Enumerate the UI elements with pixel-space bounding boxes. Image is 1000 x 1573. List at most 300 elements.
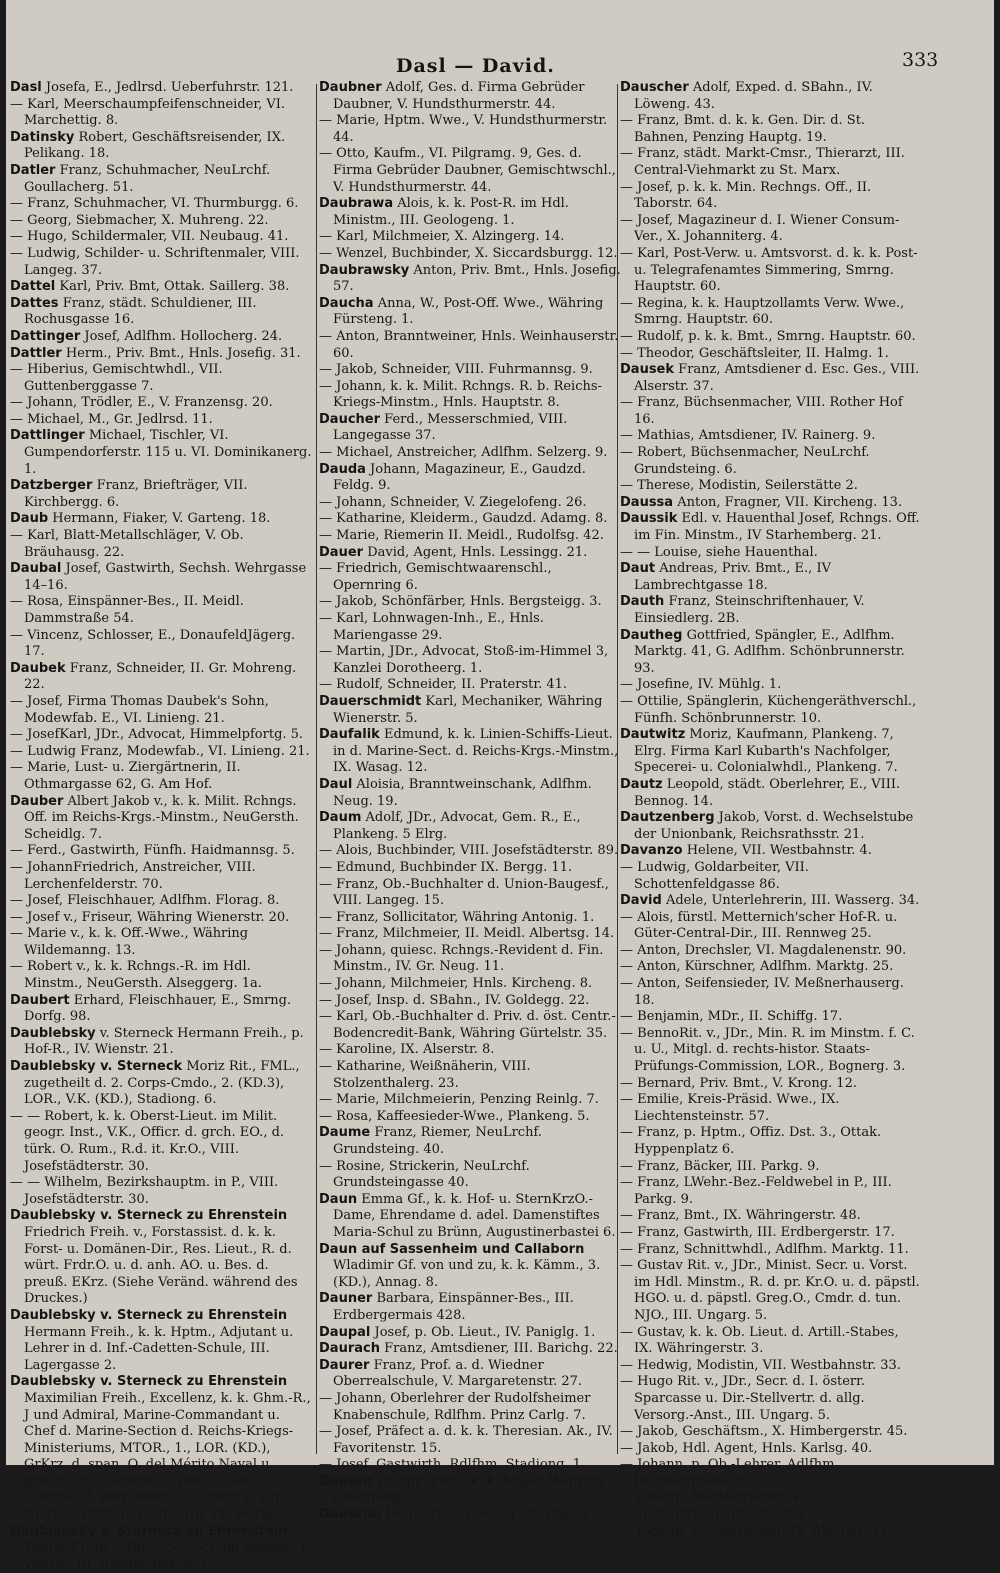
directory-entry [10, 760, 312, 793]
directory-entry [10, 362, 312, 395]
directory-entry [319, 245, 621, 263]
entry-surname: Daubrawsky [319, 262, 410, 278]
ditto-dash: — [10, 1175, 28, 1191]
directory-entry [319, 262, 621, 296]
entry-text: Michael, M., Gr. Jedlrsd. 11. [27, 411, 213, 427]
entry-text: Franz, Amtsdiener d. Esc. Ges., VIII. Alserstr. 37. [634, 362, 920, 394]
ditto-dash: — [319, 1092, 337, 1108]
ditto-dash: — [620, 1241, 638, 1257]
entry-text: Marie, Hptm. Wwe., V. Hundsthurmerstr. 44. [333, 113, 608, 145]
directory-entry [620, 362, 920, 395]
entry-surname: Daut [620, 561, 656, 577]
entry-text: Johann, quiesc. Rchngs.-Revident d. Fin. Minstm., IV. Gr. Neug. 11. [333, 942, 604, 975]
ditto-dash: — [620, 345, 638, 361]
directory-page [6, 0, 994, 1572]
directory-entry [620, 1208, 920, 1225]
page-title: Dasl — David. [396, 55, 555, 77]
ditto-dash: — [319, 511, 337, 527]
entry-text: Adolf, JDr., Advocat, Gem. R., E., Plankeng. 5 Elrg. [333, 810, 581, 842]
directory-entry [620, 179, 920, 213]
ditto-dash: — [620, 1258, 638, 1274]
ditto-dash: — [620, 445, 638, 461]
ditto-dash: — [10, 843, 28, 859]
entry-text: Karl, Priv. Bmt, Ottak. Saillerg. 38. [59, 279, 290, 295]
entry-text: Ludwig Franz, Modewfab., VI. Linieng. 21. [27, 743, 310, 759]
directory-entry [319, 611, 621, 644]
entry-text: Therese, Modistin, Seilerstätte 2. [637, 478, 858, 494]
directory-entry [10, 793, 312, 844]
directory-entry [10, 345, 312, 363]
directory-entry [319, 1424, 621, 1457]
entry-text: Johann, Zuckerbäcker, IX. Alserstr. 14. [637, 1523, 893, 1539]
ditto-dash: — [319, 561, 337, 577]
directory-entry [10, 727, 312, 744]
entry-text: Karl, Post-Verw. u. Amtsvorst. d. k. k. Post- u. Telegrafenamtes Simmering, Smrng. Hauptstr. 60. [634, 245, 918, 295]
ditto-dash: — [319, 328, 337, 344]
entry-text: Alois, k. k. Post-R. im Hdl. Ministm., III. Geologeng. 1. [333, 196, 569, 228]
entry-text: Karl, Milchmeier, X. Alzingerg. 14. [336, 229, 565, 245]
directory-entry [319, 992, 621, 1010]
entry-text: Franz, Schneider, II. Gr. Mohreng. 22. [24, 660, 297, 693]
directory-entry [10, 959, 312, 992]
entry-text: Johann, Magazineur, E., Gaudzd. Feldg. 9. [333, 461, 586, 494]
ditto-dash: — [620, 179, 638, 195]
ditto-dash: — [620, 1208, 638, 1224]
entry-surname: Daublebsky v. Sterneck zu Ehrenstein [10, 1523, 288, 1539]
column-divider [316, 84, 317, 1454]
entry-text: Josef, Gastwirth, Rdlfhm. Stadiong. 1. [336, 1457, 586, 1473]
entry-text: Franz, Schnittwhdl., Adlfhm. Marktg. 11. [637, 1241, 909, 1257]
ditto-dash: — [10, 212, 28, 228]
ditto-dash: — [10, 196, 28, 212]
ditto-dash: — [319, 113, 337, 129]
entry-surname: Daurer [319, 1357, 370, 1373]
directory-entry [620, 594, 920, 627]
entry-surname: Dautz [620, 776, 663, 792]
entry-surname: Daublebsky v. Sterneck zu Ehrenstein [10, 1374, 288, 1390]
entry-surname: Dattinger [10, 328, 81, 344]
ditto-dash: — [319, 926, 337, 942]
entry-text: Philipp, pens. k. k. Major, Währing Johannesg. 3–5. [333, 1473, 605, 1506]
entry-text: Robert v., k. k. Rchngs.-R. im Hdl. Minstm., NeuGersth. Alseggerg. 1a. [24, 959, 262, 992]
entry-text: Franz, Büchsenmacher, VIII. Rother Hof 16. [634, 395, 903, 427]
directory-entry [319, 445, 621, 462]
directory-entry [319, 1457, 621, 1474]
entry-text: Moriz Rit., FML., zugetheilt d. 2. Corps-Cmdo., 2. (KD.3), LOR., V.K. (KD.), Stadiong. 6. [24, 1059, 300, 1108]
ditto-dash: — [10, 743, 28, 759]
entry-text: Franz, Bäcker, III. Parkg. 9. [637, 1158, 820, 1174]
entry-text: Marie, Lust- u. Ziergärtnerin, II. Othmargasse 62, G. Am Hof. [24, 760, 241, 792]
entry-text: Walter Freih., Min.-Vice-Secr. im Minstm. f. Werth., III. Rasumoffskyg. 1. [24, 1540, 310, 1572]
directory-entry [319, 328, 621, 362]
entry-text: Hugo, Schildermaler, VII. Neubaug. 41. [27, 229, 289, 245]
entry-text: Henriette, Spiegelg., Karlsg. 5. [385, 1507, 591, 1523]
entry-text: Josefa, E., Jedlrsd. Ueberfuhrstr. 121. [45, 80, 294, 95]
entry-surname: Dauner [319, 1291, 373, 1307]
ditto-dash: — [620, 295, 638, 311]
entry-surname: Daun [319, 1191, 358, 1207]
entry-text: Herm., Priv. Bmt., Hnls. Josefig. 31. [65, 345, 301, 361]
entry-text: Josef, p. Ob. Lieut., IV. Paniglg. 1. [374, 1324, 596, 1340]
entry-surname: Datler [10, 162, 56, 178]
entry-text: Alois, fürstl. Metternich'scher Hof-R. u. Güter-Central-Dir., III. Rennweg 25. [634, 909, 898, 942]
entry-text: Edl. v. Hauenthal Josef, Rchngs. Off. im Fin. Minstm., IV Starhemberg. 21. [634, 511, 920, 544]
entry-text: Johann, k. k. Milit. Rchngs. R. b. Reichs-Kriegs-Minstm., Hnls. Hauptstr. 8. [333, 378, 602, 411]
directory-entry [10, 328, 312, 346]
directory-entry [620, 1158, 920, 1176]
directory-entry [620, 1075, 920, 1093]
directory-entry [620, 113, 920, 146]
entry-text: Franz, p. Hptm., Offiz. Dst. 3., Ottak. Hyppenplatz 6. [634, 1125, 882, 1157]
entry-text: Jakob, Geschäftsm., X. Himbergerstr. 45. [637, 1424, 908, 1440]
entry-text: Alois, Buchbinder, VIII. Josefstädterstr. 89. [336, 843, 619, 859]
entry-surname: Dattler [10, 345, 62, 361]
ditto-dash: — [10, 96, 28, 112]
directory-entry [319, 693, 621, 727]
entry-text: Franz, Schuhmacher, NeuLrchf. Goullacherg. 51. [24, 162, 271, 195]
ditto-dash: — [620, 212, 638, 228]
directory-entry [319, 362, 621, 379]
entry-surname: Daul [319, 776, 353, 792]
ditto-dash: — [620, 478, 638, 494]
directory-entry [319, 544, 621, 562]
ditto-dash: — [620, 1324, 638, 1340]
directory-entry [319, 942, 621, 976]
directory-entry [10, 411, 312, 429]
entry-text: Rosine, Strickerin, NeuLrchf. Grundsteingasse 40. [333, 1158, 530, 1191]
entry-text: Franz, städt. Markt-Cmsr., Thierarzt, III. Central-Viehmarkt zu St. Marx. [634, 146, 905, 178]
directory-entry [10, 395, 312, 412]
entry-surname: Daufalik [319, 727, 380, 743]
directory-entry [10, 279, 312, 296]
directory-entry [620, 893, 920, 910]
ditto-dash: — [319, 494, 337, 510]
ditto-dash: — [319, 1108, 337, 1124]
entry-text: Franz, städt. Schuldiener, III. Rochusgasse 16. [24, 295, 257, 328]
ditto-dash: — [620, 942, 638, 958]
directory-entry [620, 295, 920, 329]
directory-entry [319, 528, 621, 545]
ditto-dash: — [319, 1158, 337, 1174]
entry-surname: Dautheg [620, 627, 683, 643]
entry-text: Friedrich Freih. v., Forstassist. d. k. k. Forst- u. Domänen-Dir., Res. Lieut., R. d. würt. Frdr.O. u. d. anh. AO. u. Bes. d. preuß. EKrz. (Siehe Veränd. während des Druckes.) [24, 1224, 298, 1307]
entry-text: JohannFriedrich, Anstreicher, VIII. Lerchenfelderstr. 70. [24, 859, 256, 892]
entry-text: — Wilhelm, Bezirkshauptm. in P., VIII. Josefstädterstr. 30. [24, 1175, 279, 1207]
ditto-dash: — [319, 1042, 337, 1058]
ditto-dash: — [620, 859, 638, 875]
entry-text: Albert Jakob v., k. k. Milit. Rchngs. Off. im Reichs-Krgs.-Minstm., NeuGersth. Scheidlg. 7. [24, 793, 299, 842]
entry-text: Andreas, Priv. Bmt., E., IV Lambrechtgasse 18. [634, 561, 831, 593]
entry-text: Anton, Branntweiner, Hnls. Weinhauserstr. 60. [333, 328, 619, 361]
ditto-dash: — [319, 1390, 337, 1406]
entry-text: Karl, Blatt-Metallschläger, V. Ob. Bräuhausg. 22. [24, 528, 244, 560]
directory-entry [319, 1092, 621, 1109]
directory-entry [319, 727, 621, 777]
directory-entry [10, 295, 312, 329]
entry-surname: Daubner [319, 80, 382, 95]
ditto-dash: — [319, 859, 337, 875]
directory-entry [620, 727, 920, 777]
entry-text: Ferd., Messerschmied, VIII. Langegasse 37. [333, 411, 568, 444]
entry-text: Emma Gf., k. k. Hof- u. SternKrzO.-Dame, Ehrendame d. adel. Damenstiftes Maria-Schul zu Brünn, Augustinerbastei 6. [333, 1191, 616, 1240]
ditto-dash: — [10, 528, 28, 544]
directory-entry [319, 295, 621, 329]
entry-surname: Daussik [620, 511, 678, 527]
entry-surname: Dattel [10, 279, 56, 295]
directory-entry [319, 1042, 621, 1059]
directory-entry [319, 1009, 621, 1042]
ditto-dash: — [620, 146, 638, 162]
entry-text: Franz, Ob.-Buchhalter d. Union-Baugesf., VIII. Langeg. 15. [333, 876, 609, 909]
directory-entry [620, 494, 920, 512]
directory-entry [620, 776, 920, 810]
directory-entry [10, 478, 312, 511]
directory-entry [10, 162, 312, 196]
directory-entry [10, 1175, 312, 1208]
directory-entry [319, 511, 621, 528]
directory-entry [620, 1324, 920, 1358]
directory-entry [620, 428, 920, 445]
ditto-dash: — [620, 1125, 638, 1141]
directory-entry [319, 411, 621, 445]
ditto-dash: — [319, 146, 337, 162]
directory-entry [10, 627, 312, 661]
entry-surname: Daubert [10, 992, 70, 1008]
ditto-dash: — [319, 876, 337, 892]
directory-entry [319, 1191, 621, 1242]
directory-entry [10, 1025, 312, 1059]
entry-surname: Dauda [319, 461, 366, 477]
entry-surname: Daubek [10, 660, 66, 676]
directory-entry [620, 1357, 920, 1375]
entry-surname: Daublebsky v. Sterneck zu Ehrenstein [10, 1208, 288, 1224]
ditto-dash: — [620, 677, 638, 693]
directory-entry [10, 1208, 312, 1308]
entry-text: v. Sterneck Hermann Freih., p. Hof-R., IV. Wienstr. 21. [24, 1025, 304, 1058]
column-3 [620, 80, 920, 1539]
ditto-dash: — [620, 909, 638, 925]
entry-text: Franz, Riemer, NeuLrchf. Grundsteing. 40. [333, 1125, 542, 1157]
directory-entry [10, 1307, 312, 1374]
directory-entry [620, 1175, 920, 1208]
ditto-dash: — [10, 727, 28, 743]
entry-text: Katharine, Kleiderm., Gaudzd. Adamg. 8. [336, 511, 608, 527]
ditto-dash: — [319, 1424, 337, 1440]
entry-surname: Dautzenberg [620, 810, 715, 826]
entry-text: BennoRit. v., JDr., Min. R. im Minstm. f. C. u. U., Mitgl. d. rechts-histor. Staats-Prüfungs-Commission, LOR., Bognerg. 3. [634, 1025, 915, 1075]
directory-entry [10, 843, 312, 860]
directory-entry [10, 1523, 312, 1573]
entry-text: Robert, Büchsenmacher, NeuLrchf. Grundsteing. 6. [634, 445, 870, 477]
entry-surname: Datinsky [10, 129, 75, 145]
entry-text: Johann, Oberlehrer der Rudolfsheimer Knabenschule, Rdlfhm. Prinz Carlg. 7. [333, 1390, 591, 1423]
directory-entry [319, 1158, 621, 1192]
entry-surname: Dauer [319, 544, 364, 560]
entry-text: Jakob, Schönfärber, Hnls. Bergsteigg. 3. [336, 594, 602, 610]
entry-text: Edmund, k. k. Linien-Schiffs-Lieut. in d. Marine-Sect. d. Reichs-Krgs.-Minstm., IX. Wasag. 12. [333, 727, 619, 776]
entry-text: — Louise, siehe Hauenthal. [637, 544, 818, 560]
entry-surname: Dautwitz [620, 727, 686, 743]
ditto-dash: — [620, 1440, 638, 1456]
entry-text: Jakob, Vorst. d. Wechselstube der Unionbank, Reichsrathsstr. 21. [634, 810, 914, 842]
entry-surname: Dattlinger [10, 428, 85, 444]
entry-surname: Dauscha [319, 1507, 382, 1523]
entry-surname: Daub [10, 511, 49, 527]
ditto-dash: — [319, 677, 337, 693]
ditto-dash: — [10, 362, 28, 378]
ditto-dash: — [319, 1059, 337, 1075]
entry-text: Josefine, IV. Mühlg. 1. [637, 677, 782, 693]
entry-surname: Datzberger [10, 478, 93, 494]
ditto-dash: — [10, 909, 28, 925]
entry-text: Josef v., Friseur, Währing Wienerstr. 20. [27, 909, 290, 925]
entry-text: Hiberius, Gemischtwhdl., VII. Guttenberggasse 7. [24, 362, 223, 394]
directory-entry [620, 478, 920, 495]
directory-entry [620, 544, 920, 562]
entry-text: Mathias, Amtsdiener, IV. Rainerg. 9. [637, 428, 876, 444]
directory-entry [620, 1025, 920, 1076]
entry-surname: Daum [319, 810, 362, 826]
directory-entry [620, 1424, 920, 1441]
entry-surname: Daubal [10, 561, 62, 577]
entry-text: Rudolf, Schneider, II. Praterstr. 41. [336, 677, 568, 693]
ditto-dash: — [620, 976, 638, 992]
entry-surname: Daurach [319, 1341, 380, 1357]
entry-text: Hermann Freih., k. k. Hptm., Adjutant u. Lehrer in d. Inf.-Cadetten-Schule, III. Lagergasse 2. [24, 1324, 294, 1373]
entry-surname: Daubrawa [319, 196, 394, 212]
directory-entry [620, 843, 920, 860]
directory-entry [620, 959, 920, 976]
directory-entry [620, 976, 920, 1009]
directory-entry [620, 1009, 920, 1026]
directory-entry [319, 561, 621, 594]
entry-surname: Dauerschmidt [319, 693, 422, 709]
entry-text: Michael, Tischler, VI. Gumpendorferstr. 115 u. VI. Dominikanerg. 1. [24, 428, 312, 477]
directory-entry [620, 909, 920, 943]
directory-entry [620, 1374, 920, 1424]
ditto-dash: — [620, 693, 638, 709]
entry-surname: Daupal [319, 1324, 371, 1340]
directory-entry [10, 428, 312, 478]
entry-text: Moriz, Kaufmann, Plankeng. 7, Elrg. Firma Karl Kubarth's Nachfolger, Specerei- u. Colonialwhdl., Plankeng. 7. [634, 727, 898, 776]
ditto-dash: — [620, 245, 638, 261]
entry-text: Anna, W., Post-Off. Wwe., Währing Fürsteng. 1. [333, 295, 604, 328]
ditto-dash: — [620, 1224, 638, 1240]
entry-text: Ottilie, Spänglerin, Küchengeräthverschl., Fünfh. Schönbrunnerstr. 10. [634, 693, 917, 726]
directory-entry [620, 212, 920, 246]
entry-text: Ludwig, Schilder- u. Schriftenmaler, VIII. Langeg. 37. [24, 245, 300, 278]
directory-entry [10, 992, 312, 1026]
directory-entry [319, 80, 621, 113]
directory-entry [620, 1224, 920, 1242]
directory-entry [620, 1125, 920, 1158]
directory-entry [10, 245, 312, 279]
ditto-dash: — [620, 1374, 638, 1390]
ditto-dash: — [319, 245, 337, 261]
ditto-dash: — [10, 893, 28, 909]
ditto-dash: — [319, 611, 337, 626]
entry-surname: Dauber [10, 793, 64, 809]
entry-text: Rosa, Einspänner-Bes., II. Meidl. Dammstraße 54. [24, 594, 244, 626]
ditto-dash: — [10, 1108, 28, 1124]
entry-text: Franz, Sollicitator, Währing Antonig. 1. [336, 909, 595, 925]
entry-text: Franz, Bmt., IX. Währingerstr. 48. [637, 1208, 861, 1224]
ditto-dash: — [620, 1424, 638, 1440]
entry-text: Theodor, Geschäftsleiter, II. Halmg. 1. [637, 345, 889, 361]
entry-text: Hedwig, Modistin, VII. Westbahnstr. 33. [637, 1357, 901, 1373]
entry-text: Marie v., k. k. Off.-Wwe., Währing Wildemanng. 13. [24, 926, 249, 958]
ditto-dash: — [10, 693, 28, 709]
page-number: 333 [902, 49, 939, 71]
entry-text: Regina, k. k. Hauptzollamts Verw. Wwe., Smrng. Hauptstr. 60. [634, 295, 905, 328]
ditto-dash: — [10, 229, 28, 245]
directory-entry [319, 1324, 621, 1342]
entry-text: Anton, Fragner, VII. Kircheng. 13. [677, 494, 903, 510]
directory-entry [319, 810, 621, 843]
entry-text: Benjamin, MDr., II. Schiffg. 17. [637, 1009, 843, 1025]
ditto-dash: — [620, 1075, 638, 1091]
ditto-dash: — [319, 843, 337, 859]
directory-entry [319, 859, 621, 877]
directory-entry [10, 1374, 312, 1523]
entry-text: Barbara, Einspänner-Bes., III. Erdbergermais 428. [333, 1291, 574, 1323]
directory-entry [620, 245, 920, 296]
ditto-dash: — [620, 959, 638, 975]
directory-entry [620, 80, 920, 113]
ditto-dash: — [10, 245, 28, 261]
ditto-dash: — [10, 760, 28, 776]
entry-text: Wladimir Gf. von und zu, k. k. Kämm., 3. (KD.), Annag. 8. [333, 1258, 601, 1290]
entry-surname: Daublebsky [10, 1025, 96, 1041]
entry-text: Franz, Amtsdiener, III. Barichg. 22. [384, 1341, 618, 1357]
directory-entry [10, 743, 312, 761]
entry-text: Edmund, Buchbinder IX. Bergg. 11. [336, 859, 573, 875]
entry-text: Adolf, Ges. d. Firma Gebrüder Daubner, V. Hundsthurmerstr. 44. [333, 80, 585, 112]
directory-entry [319, 494, 621, 512]
directory-entry [10, 229, 312, 246]
entry-text: Marie, Milchmeierin, Penzing Reinlg. 7. [336, 1092, 599, 1108]
directory-entry [10, 129, 312, 163]
entry-text: Franz, Prof. a. d. Wiedner Oberrealschule, V. Margaretenstr. 27. [333, 1357, 583, 1390]
directory-entry [319, 1341, 621, 1358]
entry-surname: Daume [319, 1125, 371, 1141]
entry-text: Josef, Präfect a. d. k. k. Theresian. Ak., IV. Favoritenstr. 15. [333, 1424, 613, 1456]
entry-surname: Daucha [319, 295, 374, 311]
entry-text: Johann, Metalldrucker, V. Siebenbrunnenstraße 28E. [634, 1490, 812, 1523]
directory-entry [620, 1490, 920, 1523]
ditto-dash: — [620, 1490, 638, 1506]
entry-text: Anton, Drechsler, VI. Magdalenenstr. 90. [637, 942, 907, 958]
directory-entry [319, 1507, 621, 1524]
ditto-dash: — [319, 1009, 337, 1025]
entry-text: Hugo Rit. v., JDr., Secr. d. I. österr. Sparcasse u. Dir.-Stellvertr. d. allg. Versorg.-Anst., III. Ungarg. 5. [634, 1374, 866, 1423]
directory-entry [620, 1523, 920, 1541]
ditto-dash: — [10, 594, 28, 610]
ditto-dash: — [319, 909, 337, 925]
ditto-dash: — [620, 1092, 638, 1108]
entry-text: — Robert, k. k. Oberst-Lieut. im Milit. geogr. Inst., V.K., Officr. d. grch. EO., d. türk. O. Rum., R.d. it. Kr.O., VIII. Josefstädterstr. 30. [24, 1108, 285, 1174]
directory-entry [620, 810, 920, 843]
directory-entry [319, 1059, 621, 1092]
ditto-dash: — [620, 395, 638, 411]
directory-entry [10, 96, 312, 130]
directory-entry [620, 1440, 920, 1458]
entry-text: Franz, Steinschriftenhauer, V. Einsiedlerg. 2B. [634, 594, 865, 626]
directory-entry [319, 196, 621, 229]
entry-text: Aloisia, Branntweinschank, Adlfhm. Neug. 19. [333, 776, 592, 809]
ditto-dash: — [10, 859, 28, 875]
directory-entry [319, 1390, 621, 1424]
